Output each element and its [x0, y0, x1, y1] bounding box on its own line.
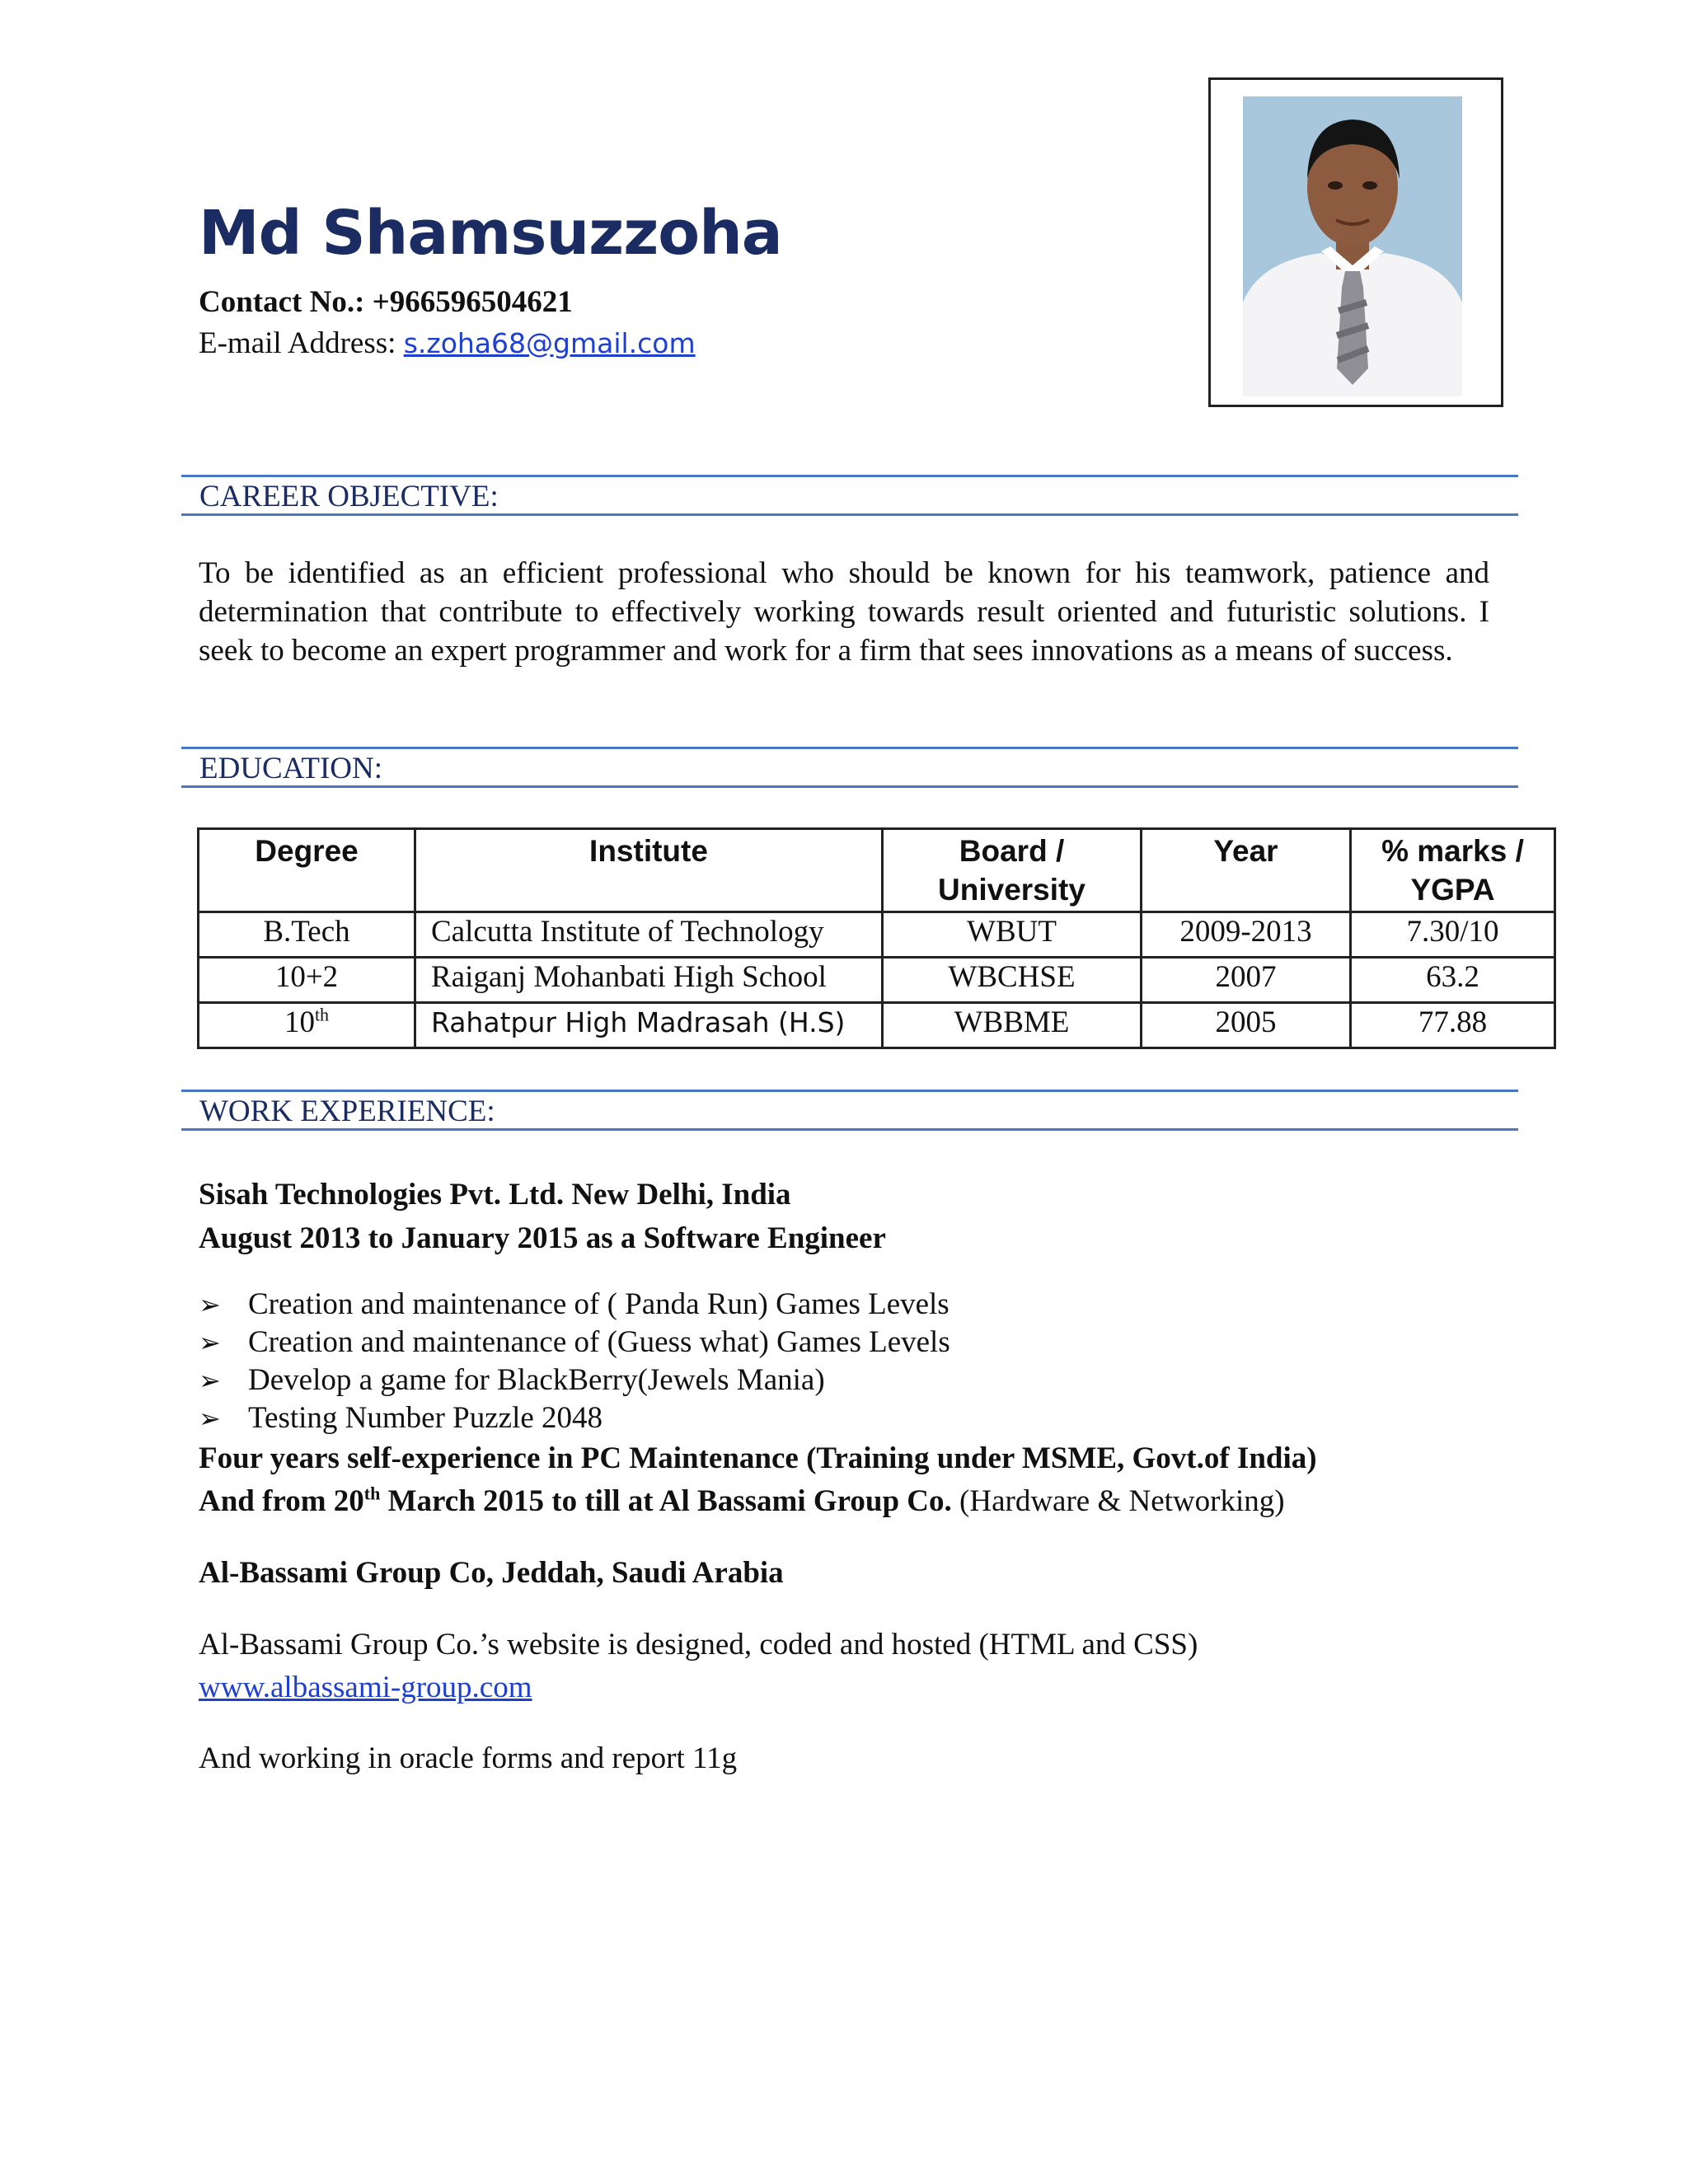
- email-link[interactable]: s.zoha68@gmail.com: [403, 327, 696, 359]
- marks-cell: 77.88: [1351, 1003, 1555, 1048]
- marks-cell: 7.30/10: [1351, 912, 1555, 958]
- arrowhead-bullet-icon: ➢: [199, 1328, 221, 1357]
- column-header: Institute: [415, 829, 883, 912]
- board-cell: WBUT: [883, 912, 1142, 958]
- institute-cell: Calcutta Institute of Technology: [415, 912, 883, 958]
- degree-cell: B.Tech: [199, 912, 415, 958]
- from-superscript: th: [363, 1483, 381, 1504]
- contact-number: Contact No.: +966596504621: [199, 285, 573, 319]
- institute-cell: Rahatpur High Madrasah (H.S): [415, 1003, 883, 1048]
- candidate-name: Md Shamsuzzoha: [199, 198, 782, 269]
- degree-cell: 10+2: [199, 958, 415, 1003]
- table-row: [199, 912, 1555, 958]
- list-item: [199, 1361, 950, 1399]
- degree-cell: [199, 1003, 415, 1048]
- list-item-text: Testing Number Puzzle 2048: [248, 1401, 603, 1435]
- email-line: [199, 326, 696, 361]
- column-header: Year: [1142, 829, 1351, 912]
- list-item-text: Creation and maintenance of ( Panda Run) Games Levels: [248, 1287, 950, 1321]
- website-line: [199, 1670, 532, 1705]
- table-header-row: [199, 829, 1555, 912]
- section-work-experience: [181, 1090, 1518, 1131]
- column-header: Degree: [199, 829, 415, 912]
- degree-text: 10: [284, 1005, 315, 1039]
- column-header: Board / University: [883, 829, 1142, 912]
- marks-cell: 63.2: [1351, 958, 1555, 1003]
- job-period-1: August 2013 to January 2015 as a Software Engineer: [199, 1221, 886, 1255]
- website-description: Al-Bassami Group Co.’s website is designed, coded and hosted (HTML and CSS): [199, 1628, 1198, 1661]
- arrowhead-bullet-icon: ➢: [199, 1366, 221, 1395]
- current-job-line: [199, 1483, 1285, 1519]
- list-item: [199, 1286, 950, 1324]
- list-item: [199, 1324, 950, 1361]
- from-bold-text: March 2015 to till at Al Bassami Group Co.: [380, 1484, 952, 1518]
- arrowhead-bullet-icon: ➢: [199, 1404, 221, 1433]
- self-experience-line: Four years self-experience in PC Maintenance (Training under MSME, Govt.of India): [199, 1441, 1317, 1475]
- website-link[interactable]: www.albassami-group.com: [199, 1671, 532, 1704]
- section-title: WORK EXPERIENCE:: [199, 1094, 495, 1128]
- board-cell: WBCHSE: [883, 958, 1142, 1003]
- year-cell: 2007: [1142, 958, 1351, 1003]
- section-title: CAREER OBJECTIVE:: [199, 480, 499, 513]
- degree-superscript: th: [314, 1004, 330, 1025]
- list-item: [199, 1399, 950, 1437]
- table-row: [199, 1003, 1555, 1048]
- profile-photo: [1243, 96, 1462, 396]
- arrowhead-bullet-icon: ➢: [199, 1290, 221, 1319]
- from-plain-text: (Hardware & Networking): [951, 1484, 1285, 1518]
- column-header: % marks / YGPA: [1351, 829, 1555, 912]
- career-objective-text: To be identified as an efficient professional who should be known for his teamwork, patience and determination that contribute to effectively working towards result oriented and futuristic solutions. I seek to become an expert programmer and work for a firm that sees innovations as a means of success.: [199, 556, 1489, 668]
- table-row: [199, 958, 1555, 1003]
- institute-cell: Raiganj Mohanbati High School: [415, 958, 883, 1003]
- list-item-text: Creation and maintenance of (Guess what) Games Levels: [248, 1325, 950, 1359]
- from-prefix: And from 20: [199, 1484, 364, 1518]
- oracle-line: And working in oracle forms and report 11g: [199, 1741, 738, 1775]
- section-title: EDUCATION:: [199, 752, 382, 785]
- education-table: [197, 827, 1556, 1049]
- portrait-illustration: [1243, 96, 1462, 396]
- company-1: Sisah Technologies Pvt. Ltd. New Delhi, India: [199, 1178, 791, 1212]
- responsibilities-list: [199, 1286, 950, 1437]
- board-cell: WBBME: [883, 1003, 1142, 1048]
- profile-photo-frame: [1208, 77, 1503, 407]
- company-2: Al-Bassami Group Co, Jeddah, Saudi Arabia: [199, 1556, 784, 1590]
- year-cell: 2005: [1142, 1003, 1351, 1048]
- list-item-text: Develop a game for BlackBerry(Jewels Mania): [248, 1363, 825, 1397]
- section-education: [181, 747, 1518, 788]
- email-label: E-mail Address:: [199, 326, 404, 360]
- section-career-objective: [181, 475, 1518, 516]
- year-cell: 2009-2013: [1142, 912, 1351, 958]
